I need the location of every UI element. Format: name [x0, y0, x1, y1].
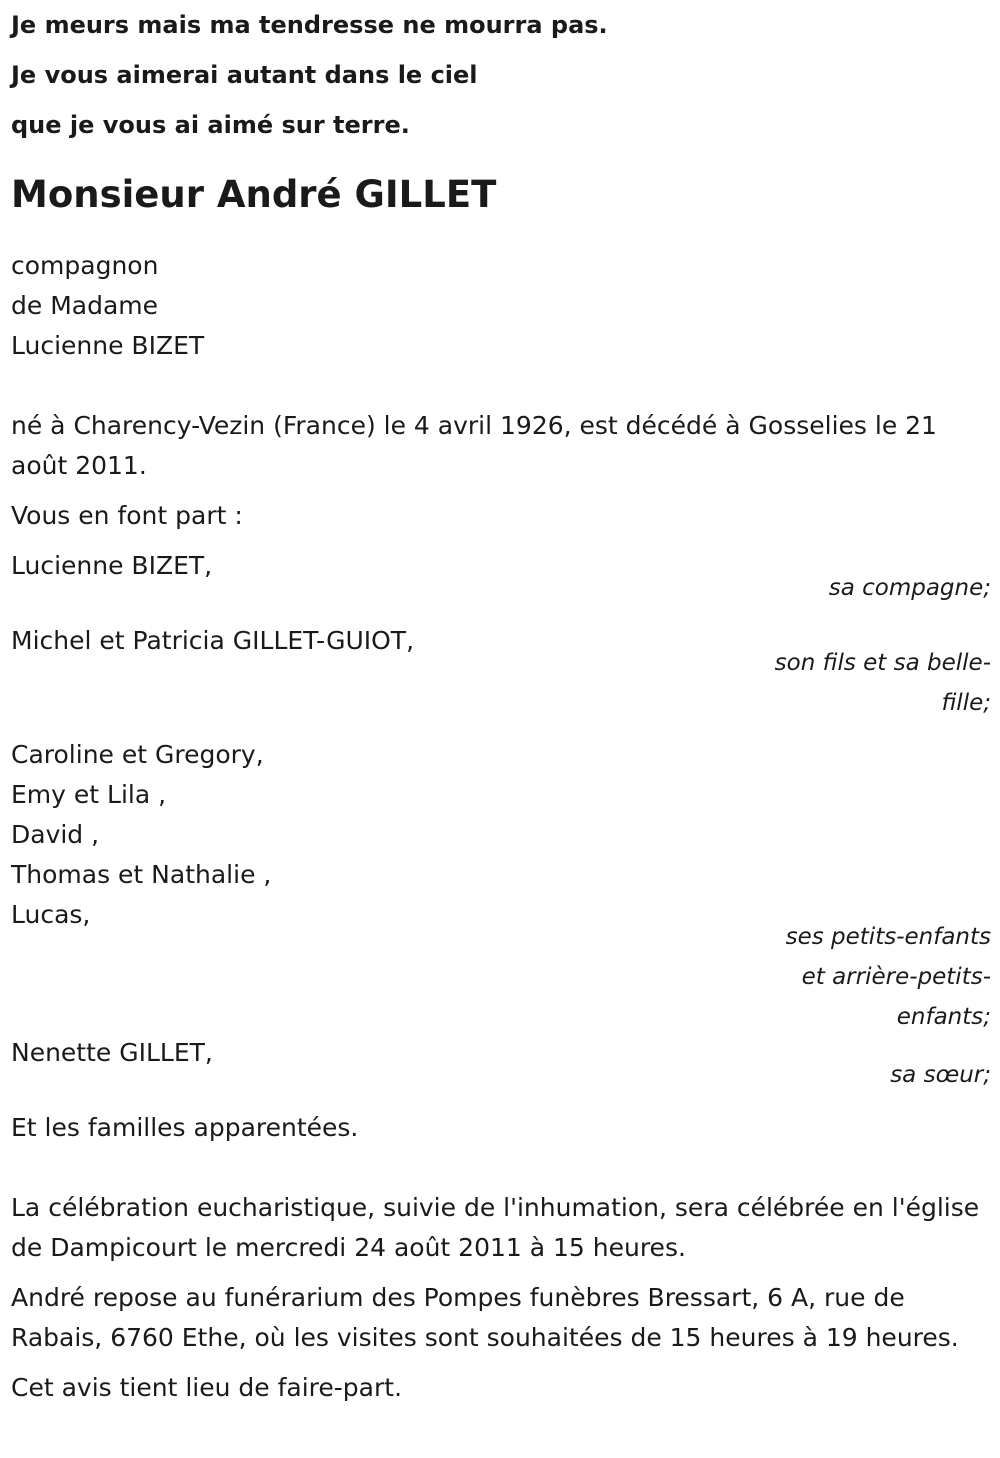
relative-petits-enfants: [11, 735, 991, 1037]
relation-line-1: compagnon: [11, 251, 159, 280]
relative-name: Michel et Patricia GILLET-GUIOT,: [11, 626, 415, 655]
deceased-name-title: Monsieur André GILLET: [11, 173, 497, 216]
relative-role: sa sœur;: [890, 1062, 991, 1088]
relative-name: Thomas et Nathalie ,: [11, 860, 272, 889]
relative-name: David ,: [11, 820, 100, 849]
announce-text: Vous en font part :: [11, 501, 243, 530]
relative-compagne: [11, 546, 991, 608]
relative-role: ses petits-enfants et arrière-petits-enfants;: [785, 924, 991, 1030]
poem-line-2: Je vous aimerai autant dans le ciel: [11, 61, 478, 89]
poem-line-3: que je vous ai aimé sur terre.: [11, 111, 410, 139]
birth-death-text: né à Charency-Vezin (France) le 4 avril 1926, est décédé à Gosselies le 21 août 2011.: [11, 411, 937, 480]
relative-role: sa compagne;: [828, 575, 991, 601]
funerarium-text: André repose au funérarium des Pompes funèbres Bressart, 6 A, rue de Rabais, 6760 Ethe, où les visites sont souhaitées de 15 heures à 19 heures.: [11, 1283, 959, 1352]
relative-name: Caroline et Gregory,: [11, 740, 264, 769]
relation-line-2: de Madame: [11, 291, 159, 320]
notice-text: Cet avis tient lieu de faire-part.: [11, 1373, 403, 1402]
relative-fils: [11, 621, 991, 723]
relative-name: Lucas,: [11, 900, 91, 929]
relative-name: Emy et Lila ,: [11, 780, 167, 809]
relative-name: Nenette GILLET,: [11, 1038, 213, 1067]
obituary-document: [11, 0, 991, 1408]
relative-role: son fils et sa belle-fille;: [774, 650, 991, 716]
celebration-text: La célébration eucharistique, suivie de l'inhumation, sera célébrée en l'église de Dampicourt le mercredi 24 août 2011 à 15 heures.: [11, 1193, 980, 1262]
relation-line-3: Lucienne BIZET: [11, 331, 205, 360]
relative-soeur: [11, 1033, 991, 1095]
relative-name: Lucienne BIZET,: [11, 551, 213, 580]
poem-line-1: Je meurs mais ma tendresse ne mourra pas.: [11, 11, 608, 39]
familles-text: Et les familles apparentées.: [11, 1113, 359, 1142]
